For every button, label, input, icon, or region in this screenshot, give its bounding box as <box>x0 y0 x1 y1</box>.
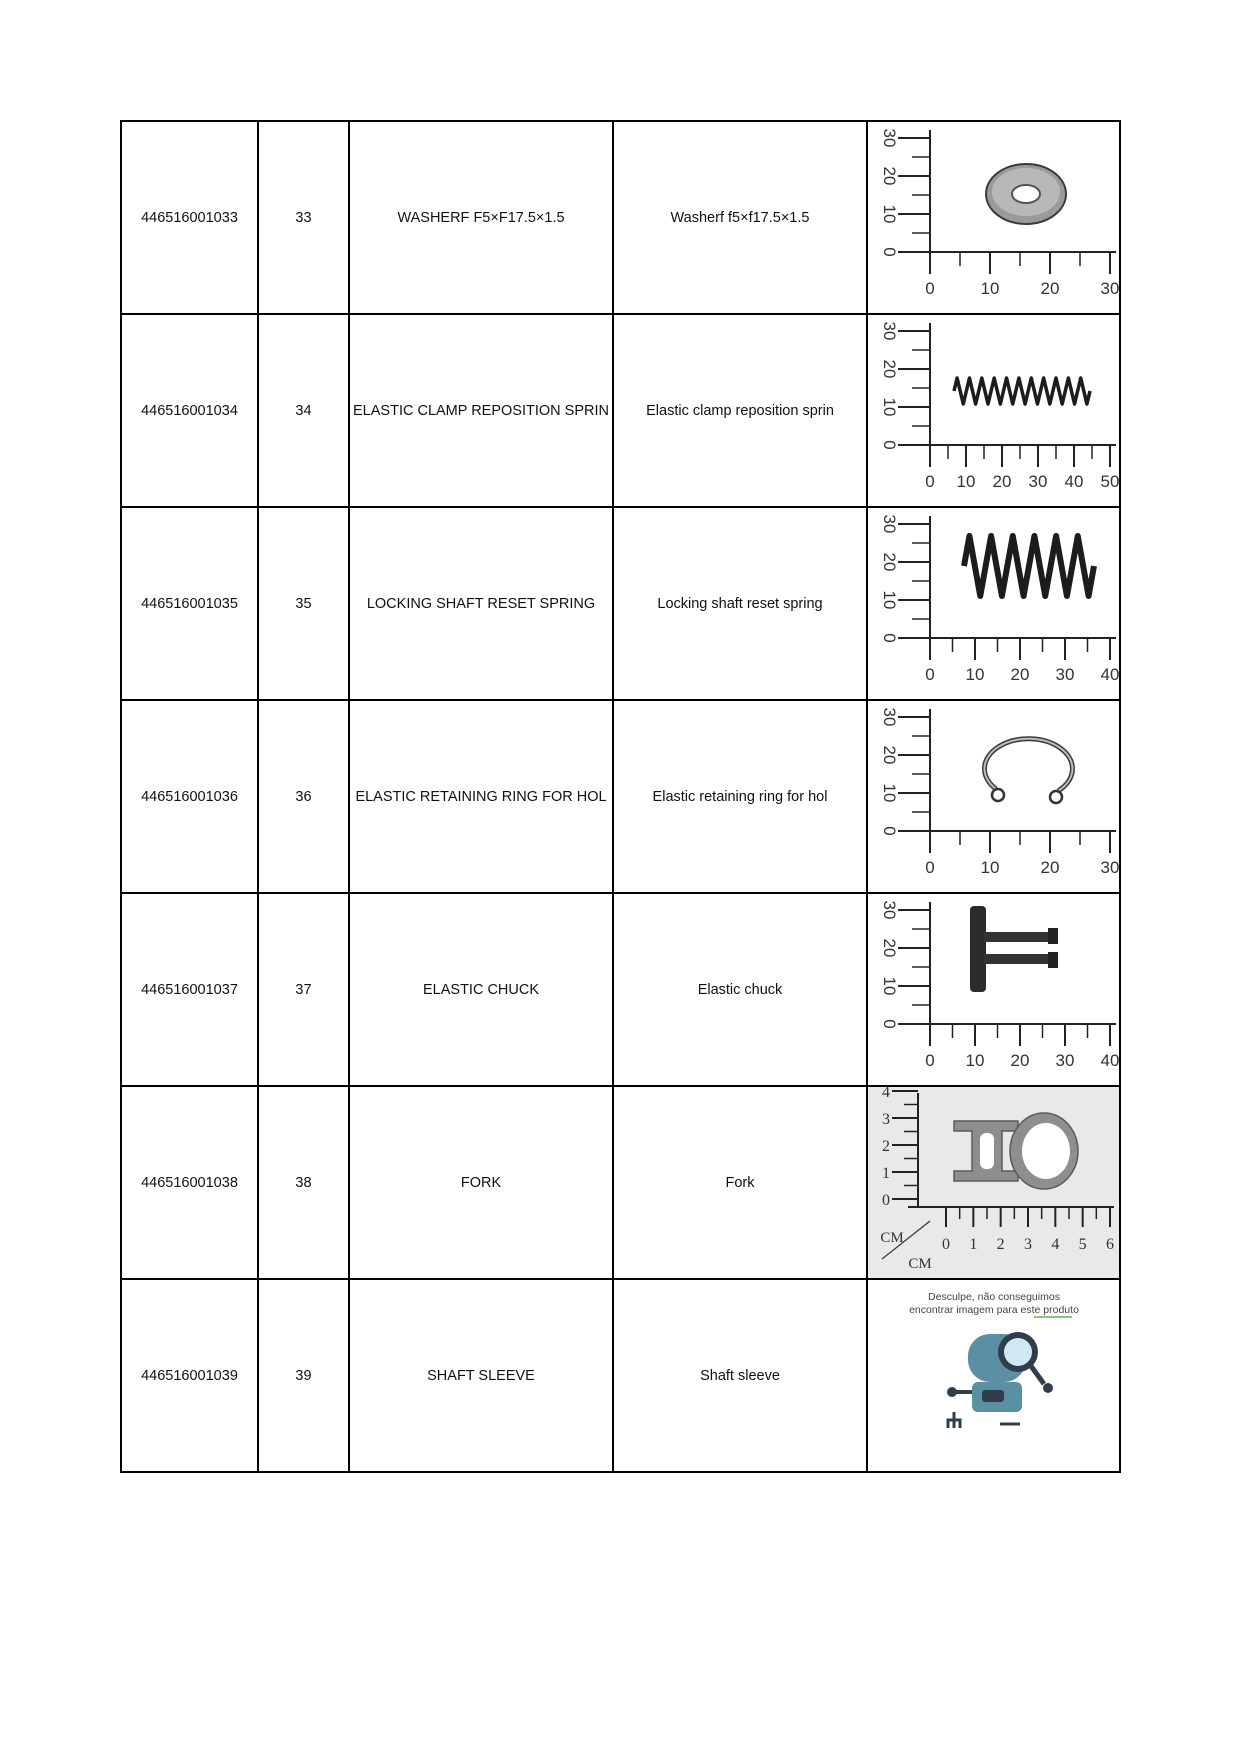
scale-x-label: 0 <box>925 665 935 684</box>
scale-y-label: 0 <box>882 1192 890 1209</box>
scale-y-label: 0 <box>880 633 899 643</box>
part-name-cell: SHAFT SLEEVE <box>349 1279 613 1472</box>
parts-table-body <box>121 121 1120 1472</box>
position-cell: 33 <box>258 121 349 314</box>
scale-x-label: 30 <box>1055 1051 1075 1070</box>
part-image <box>868 1087 1119 1278</box>
scale-y-label: 0 <box>880 247 899 257</box>
scale-x-label: 40 <box>1100 1051 1119 1070</box>
part-image <box>868 1280 1119 1471</box>
placeholder-message-line2: encontrar imagem para este produto <box>909 1304 1079 1316</box>
scale-y-label: 20 <box>880 552 899 572</box>
scale-y-label: 10 <box>880 204 899 224</box>
scale-x-label: 10 <box>980 858 1000 877</box>
scale-y-label: 30 <box>880 128 899 148</box>
scale-unit-label: CM <box>880 1230 904 1246</box>
part-image-cell <box>867 893 1120 1086</box>
table-row <box>121 893 1120 1086</box>
scale-y-label: 10 <box>880 976 899 996</box>
part-name-cell: ELASTIC CLAMP REPOSITION SPRIN <box>349 314 613 507</box>
table-row <box>121 1086 1120 1279</box>
scale-x-label: 5 <box>1078 1236 1087 1253</box>
part-code-cell: 446516001037 <box>121 893 258 1086</box>
part-image-cell <box>867 1279 1120 1472</box>
scale-x-label: 10 <box>980 279 1000 298</box>
table-row <box>121 121 1120 314</box>
part-name-cell: ELASTIC CHUCK <box>349 893 613 1086</box>
part-image-cell <box>867 121 1120 314</box>
scale-y-label: 20 <box>880 166 899 186</box>
part-name-cell: FORK <box>349 1086 613 1279</box>
part-name-cell: LOCKING SHAFT RESET SPRING <box>349 507 613 700</box>
table-row <box>121 1279 1120 1472</box>
position-cell: 34 <box>258 314 349 507</box>
spring-icon <box>954 378 1090 404</box>
part-image <box>868 508 1119 699</box>
scale-y-label: 10 <box>880 783 899 803</box>
part-image <box>868 122 1119 313</box>
part-name-cell: ELASTIC RETAINING RING FOR HOL <box>349 700 613 893</box>
position-cell: 38 <box>258 1086 349 1279</box>
part-image-cell <box>867 1086 1120 1279</box>
position-cell: 35 <box>258 507 349 700</box>
scale-y-label: 3 <box>882 1111 890 1128</box>
scale-unit-label: CM <box>908 1256 932 1272</box>
part-code-cell: 446516001034 <box>121 314 258 507</box>
scale-x-label: 10 <box>965 665 985 684</box>
scale-y-label: 2 <box>882 1138 890 1155</box>
scale-x-label: 50 <box>1100 472 1119 491</box>
part-name-cell: WASHERF F5×F17.5×1.5 <box>349 121 613 314</box>
part-image-cell <box>867 700 1120 893</box>
scale-x-label: 20 <box>992 472 1012 491</box>
scale-y-label: 0 <box>880 440 899 450</box>
part-description-cell: Washerf f5×f17.5×1.5 <box>613 121 867 314</box>
part-code-cell: 446516001033 <box>121 121 258 314</box>
position-cell: 36 <box>258 700 349 893</box>
scale-x-label: 0 <box>925 472 935 491</box>
part-description-cell: Elastic chuck <box>613 893 867 1086</box>
scale-x-label: 0 <box>925 1051 935 1070</box>
part-image <box>868 894 1119 1085</box>
scale-y-label: 0 <box>880 1019 899 1029</box>
retaining-ring-icon <box>984 739 1072 803</box>
scale-y-label: 30 <box>880 900 899 920</box>
part-image-cell <box>867 314 1120 507</box>
scale-x-label: 4 <box>1051 1236 1060 1253</box>
scale-x-label: 30 <box>1055 665 1075 684</box>
fork-icon <box>954 1113 1078 1189</box>
scale-x-label: 20 <box>1010 665 1030 684</box>
scale-x-label: 20 <box>1040 279 1060 298</box>
spring-icon <box>964 536 1094 596</box>
scale-x-label: 30 <box>1100 858 1119 877</box>
scale-y-label: 20 <box>880 745 899 765</box>
scale-x-label: 30 <box>1028 472 1048 491</box>
table-row <box>121 700 1120 893</box>
position-cell: 37 <box>258 893 349 1086</box>
robot-placeholder-icon <box>947 1332 1053 1428</box>
scale-y-label: 30 <box>880 321 899 341</box>
part-image-cell <box>867 507 1120 700</box>
scale-x-label: 0 <box>925 858 935 877</box>
scale-y-label: 30 <box>880 707 899 727</box>
scale-y-label: 30 <box>880 514 899 534</box>
part-image <box>868 315 1119 506</box>
table-row <box>121 507 1120 700</box>
washer-icon <box>986 164 1066 224</box>
scale-y-label: 20 <box>880 938 899 958</box>
part-code-cell: 446516001035 <box>121 507 258 700</box>
scale-y-label: 20 <box>880 359 899 379</box>
scale-x-label: 20 <box>1010 1051 1030 1070</box>
part-description-cell: Elastic retaining ring for hol <box>613 700 867 893</box>
scale-x-label: 20 <box>1040 858 1060 877</box>
position-cell: 39 <box>258 1279 349 1472</box>
part-code-cell: 446516001036 <box>121 700 258 893</box>
scale-x-label: 0 <box>925 279 935 298</box>
chuck-icon <box>970 906 1058 992</box>
scale-y-label: 4 <box>882 1087 890 1101</box>
part-description-cell: Locking shaft reset spring <box>613 507 867 700</box>
part-image <box>868 701 1119 892</box>
scale-x-label: 40 <box>1064 472 1084 491</box>
placeholder-message-line1: Desculpe, não conseguimos <box>928 1291 1060 1303</box>
scale-x-label: 10 <box>965 1051 985 1070</box>
part-code-cell: 446516001039 <box>121 1279 258 1472</box>
scale-y-label: 0 <box>880 826 899 836</box>
scale-x-label: 30 <box>1100 279 1119 298</box>
scale-x-label: 6 <box>1106 1236 1114 1253</box>
scale-x-label: 2 <box>996 1236 1005 1253</box>
scale-y-label: 1 <box>882 1165 890 1182</box>
scale-x-label: 3 <box>1024 1236 1032 1253</box>
table-row <box>121 314 1120 507</box>
scale-x-label: 1 <box>969 1236 978 1253</box>
part-code-cell: 446516001038 <box>121 1086 258 1279</box>
scale-x-label: 10 <box>956 472 976 491</box>
scale-y-label: 10 <box>880 397 899 417</box>
part-description-cell: Shaft sleeve <box>613 1279 867 1472</box>
scale-x-label: 40 <box>1100 665 1119 684</box>
scale-x-label: 0 <box>942 1236 950 1253</box>
part-description-cell: Fork <box>613 1086 867 1279</box>
scale-y-label: 10 <box>880 590 899 610</box>
part-description-cell: Elastic clamp reposition sprin <box>613 314 867 507</box>
parts-table <box>120 120 1121 1473</box>
